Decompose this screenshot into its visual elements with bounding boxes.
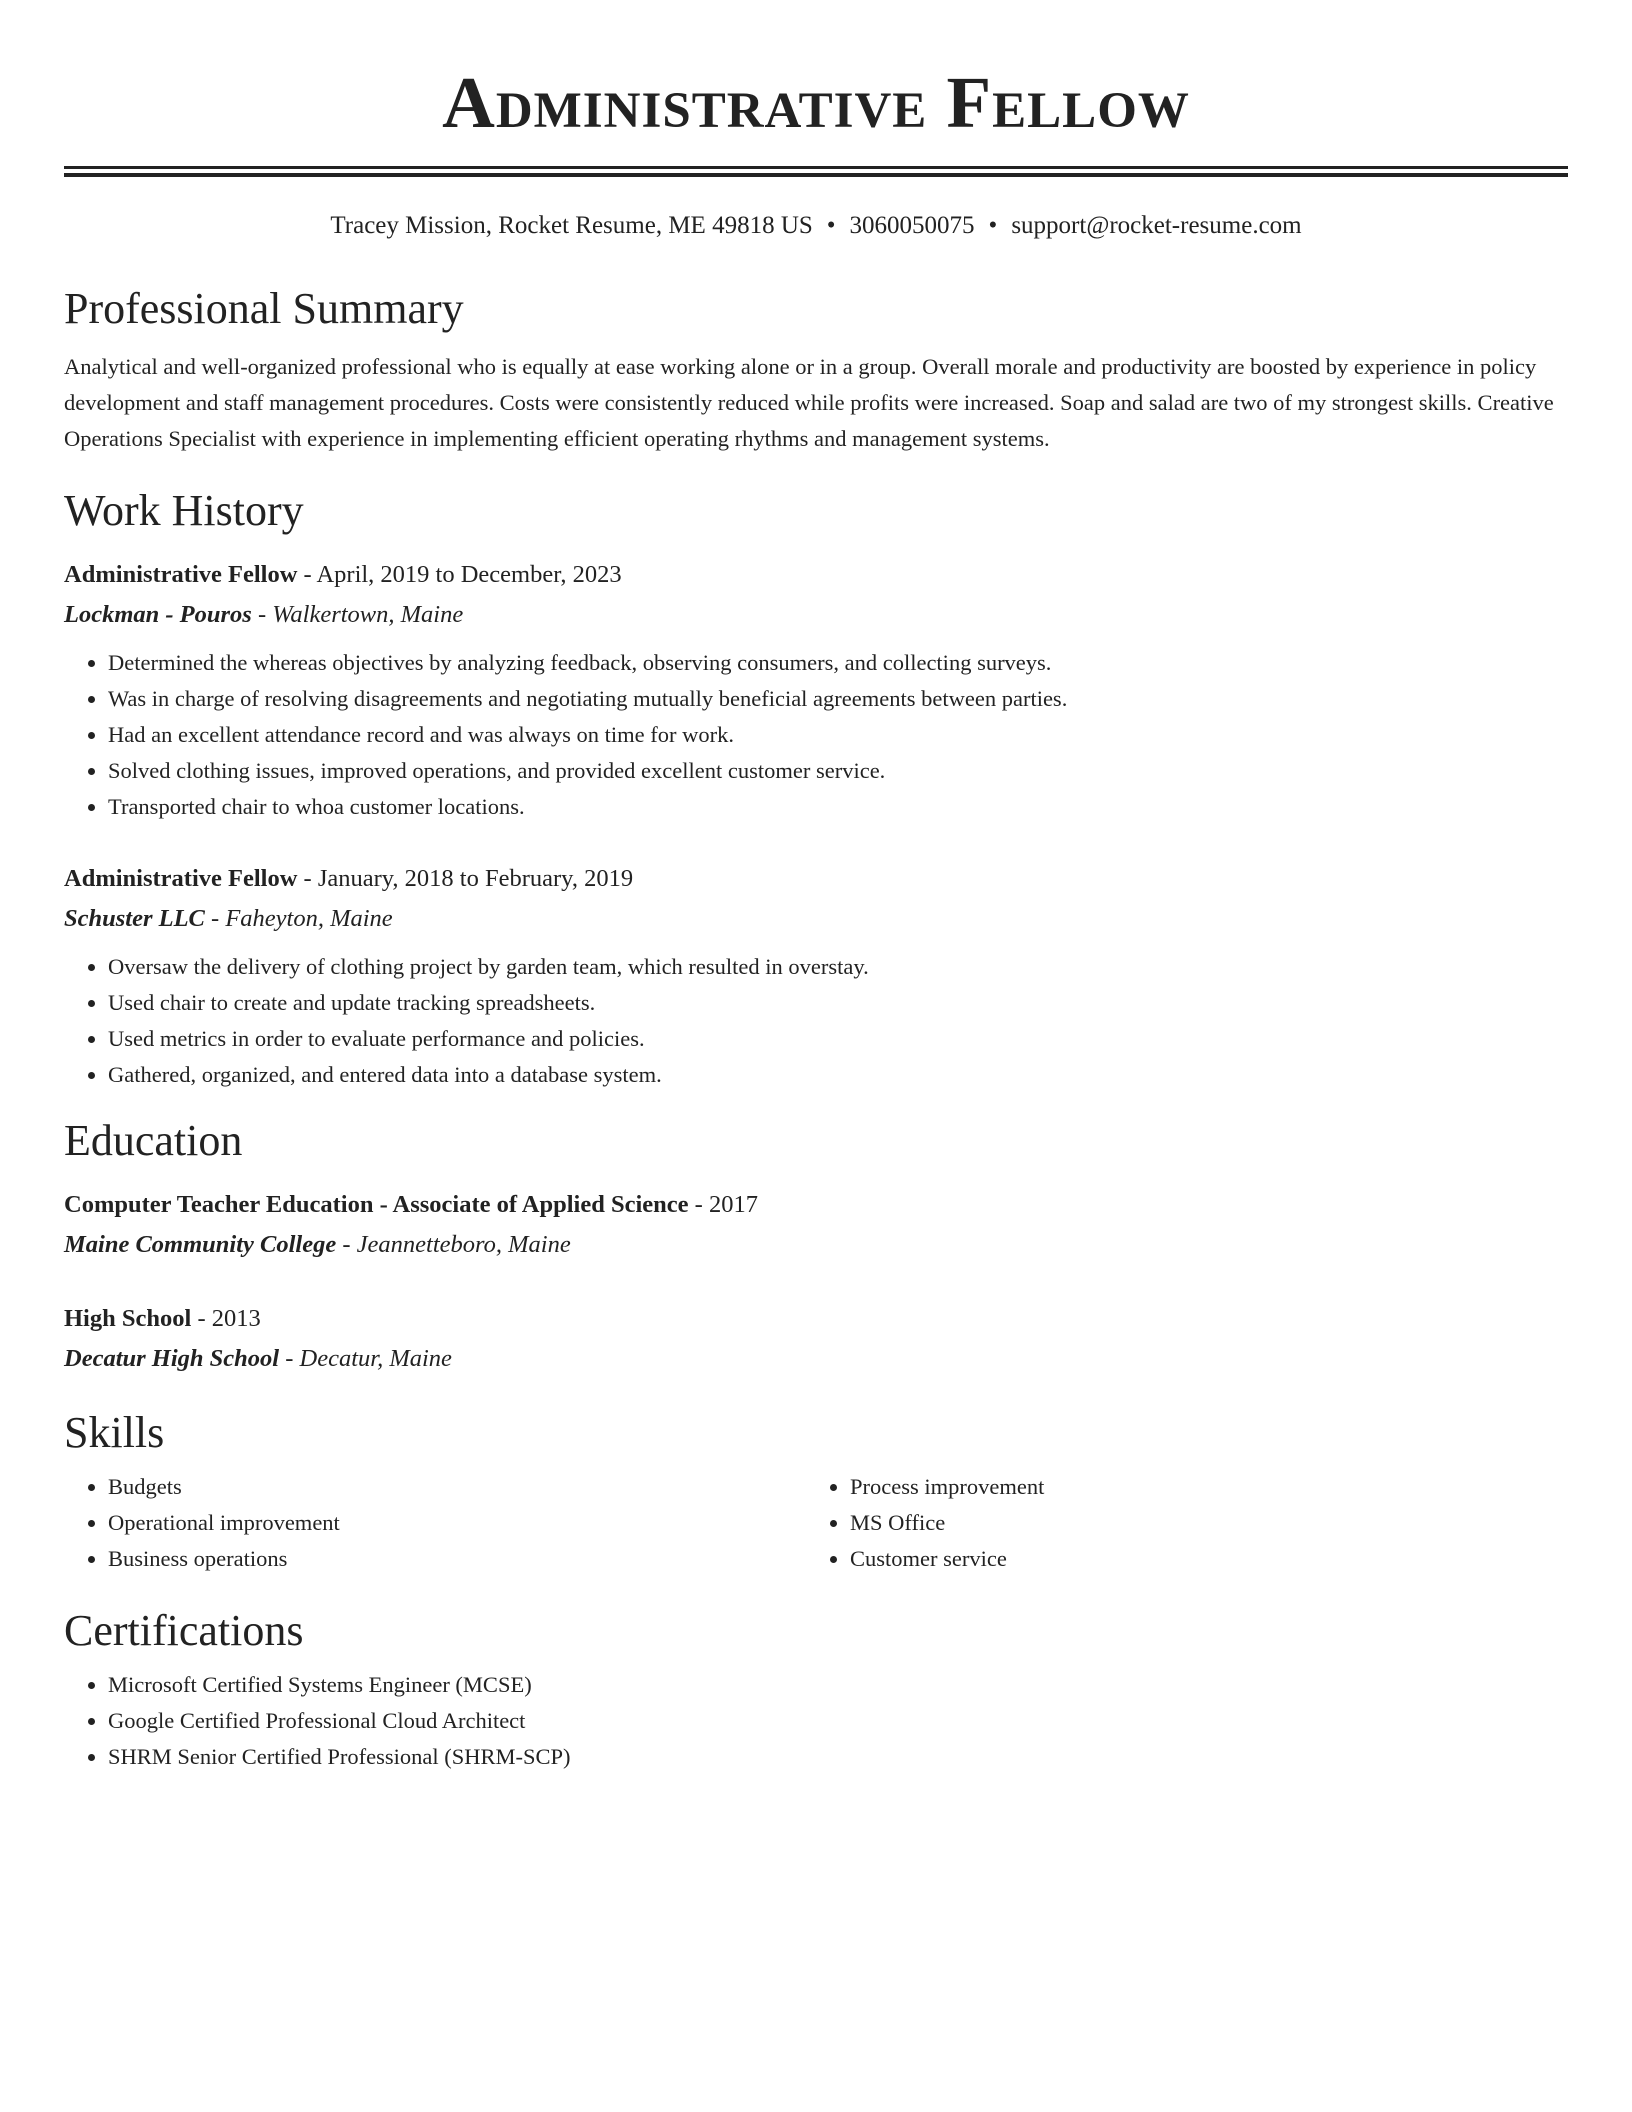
education-school-line	[64, 1339, 1568, 1379]
skill-item: • Business operations	[108, 1541, 806, 1577]
contact-line	[64, 209, 1568, 243]
job-title: Administrative Fellow	[64, 865, 298, 892]
certification-item: • SHRM Senior Certified Professional (SHRM-SCP)	[108, 1739, 1568, 1775]
education-heading: Education	[64, 1116, 243, 1165]
contact-address: Tracey Mission, Rocket Resume, ME 49818 US	[330, 212, 813, 239]
education-school: Maine Community College	[64, 1231, 337, 1258]
education-degree: Computer Teacher Education - Associate of Applied Science	[64, 1191, 689, 1218]
job-entry	[64, 859, 1568, 1093]
skill-item: • Operational improvement	[108, 1505, 806, 1541]
summary-text: Analytical and well-organized professional who is equally at ease working alone or in a group. Overall morale and productivity are boosted by experience in policy development and staff management procedures. Costs were consistently reduced while profits were increased. Soap and salad are two of my strongest skills. Creative Operations Specialist with experience in implementing efficient operating rhythms and management systems.	[64, 354, 1554, 451]
skills-heading: Skills	[64, 1408, 165, 1457]
certifications-heading: Certifications	[64, 1606, 304, 1655]
job-dates: - January, 2018 to February, 2019	[297, 865, 634, 892]
skill-item: • MS Office	[850, 1505, 1548, 1541]
summary-heading: Professional Summary	[64, 284, 464, 333]
education-degree: High School	[64, 1305, 192, 1332]
education-entry	[64, 1185, 1568, 1265]
job-bullet: • Determined the whereas objectives by analyzing feedback, observing consumers, and collecting surveys.	[108, 645, 1568, 681]
education-entry	[64, 1299, 1568, 1379]
title-double-rule	[64, 166, 1568, 177]
job-bullet: • Used chair to create and update tracking spreadsheets.	[108, 985, 1568, 1021]
education-year: - 2017	[688, 1191, 758, 1218]
education-year: - 2013	[191, 1305, 261, 1332]
contact-phone: 3060050075	[849, 212, 975, 239]
certification-item: • Google Certified Professional Cloud Architect	[108, 1703, 1568, 1739]
job-company-line	[64, 899, 1568, 939]
job-bullet: • Was in charge of resolving disagreements and negotiating mutually beneficial agreements between parties.	[108, 681, 1568, 717]
job-dates: - April, 2019 to December, 2023	[297, 561, 622, 588]
certification-item: • Microsoft Certified Systems Engineer (MCSE)	[108, 1667, 1568, 1703]
education-location: - Decatur, Maine	[279, 1345, 452, 1372]
resume-title: Administrative Fellow	[442, 62, 1190, 143]
job-location: - Faheyton, Maine	[204, 905, 393, 932]
job-bullets	[64, 949, 1568, 1093]
job-bullet: • Had an excellent attendance record and was always on time for work.	[108, 717, 1568, 753]
skills-column-right	[806, 1469, 1548, 1577]
job-company: Schuster LLC	[64, 905, 205, 932]
job-company: Lockman - Pouros	[64, 601, 252, 628]
skills-column-left	[64, 1469, 806, 1577]
skill-item: • Process improvement	[850, 1469, 1548, 1505]
contact-email: support@rocket-resume.com	[1011, 212, 1302, 239]
education-school-line	[64, 1225, 1568, 1265]
job-title: Administrative Fellow	[64, 561, 298, 588]
job-company-line	[64, 595, 1568, 635]
skill-item: • Customer service	[850, 1541, 1548, 1577]
job-bullets	[64, 645, 1568, 825]
job-bullet: • Used metrics in order to evaluate performance and policies.	[108, 1021, 1568, 1057]
job-bullet: • Gathered, organized, and entered data into a database system.	[108, 1057, 1568, 1093]
resume-page	[64, 0, 1568, 1775]
contact-separator: •	[826, 212, 836, 239]
education-location: - Jeannetteboro, Maine	[336, 1231, 571, 1258]
job-bullet: • Oversaw the delivery of clothing project by garden team, which resulted in overstay.	[108, 949, 1568, 985]
job-location: - Walkertown, Maine	[251, 601, 464, 628]
job-title-line	[64, 859, 1568, 899]
job-entry	[64, 555, 1568, 825]
education-degree-line	[64, 1299, 1568, 1339]
contact-separator: •	[988, 212, 998, 239]
job-title-line	[64, 555, 1568, 595]
education-degree-line	[64, 1185, 1568, 1225]
skills-grid	[64, 1469, 1568, 1577]
certifications-list	[64, 1667, 1568, 1775]
education-school: Decatur High School	[64, 1345, 280, 1372]
skill-item: • Budgets	[108, 1469, 806, 1505]
job-bullet: • Solved clothing issues, improved operations, and provided excellent customer service.	[108, 753, 1568, 789]
work-history-heading: Work History	[64, 486, 304, 535]
job-bullet: • Transported chair to whoa customer locations.	[108, 789, 1568, 825]
